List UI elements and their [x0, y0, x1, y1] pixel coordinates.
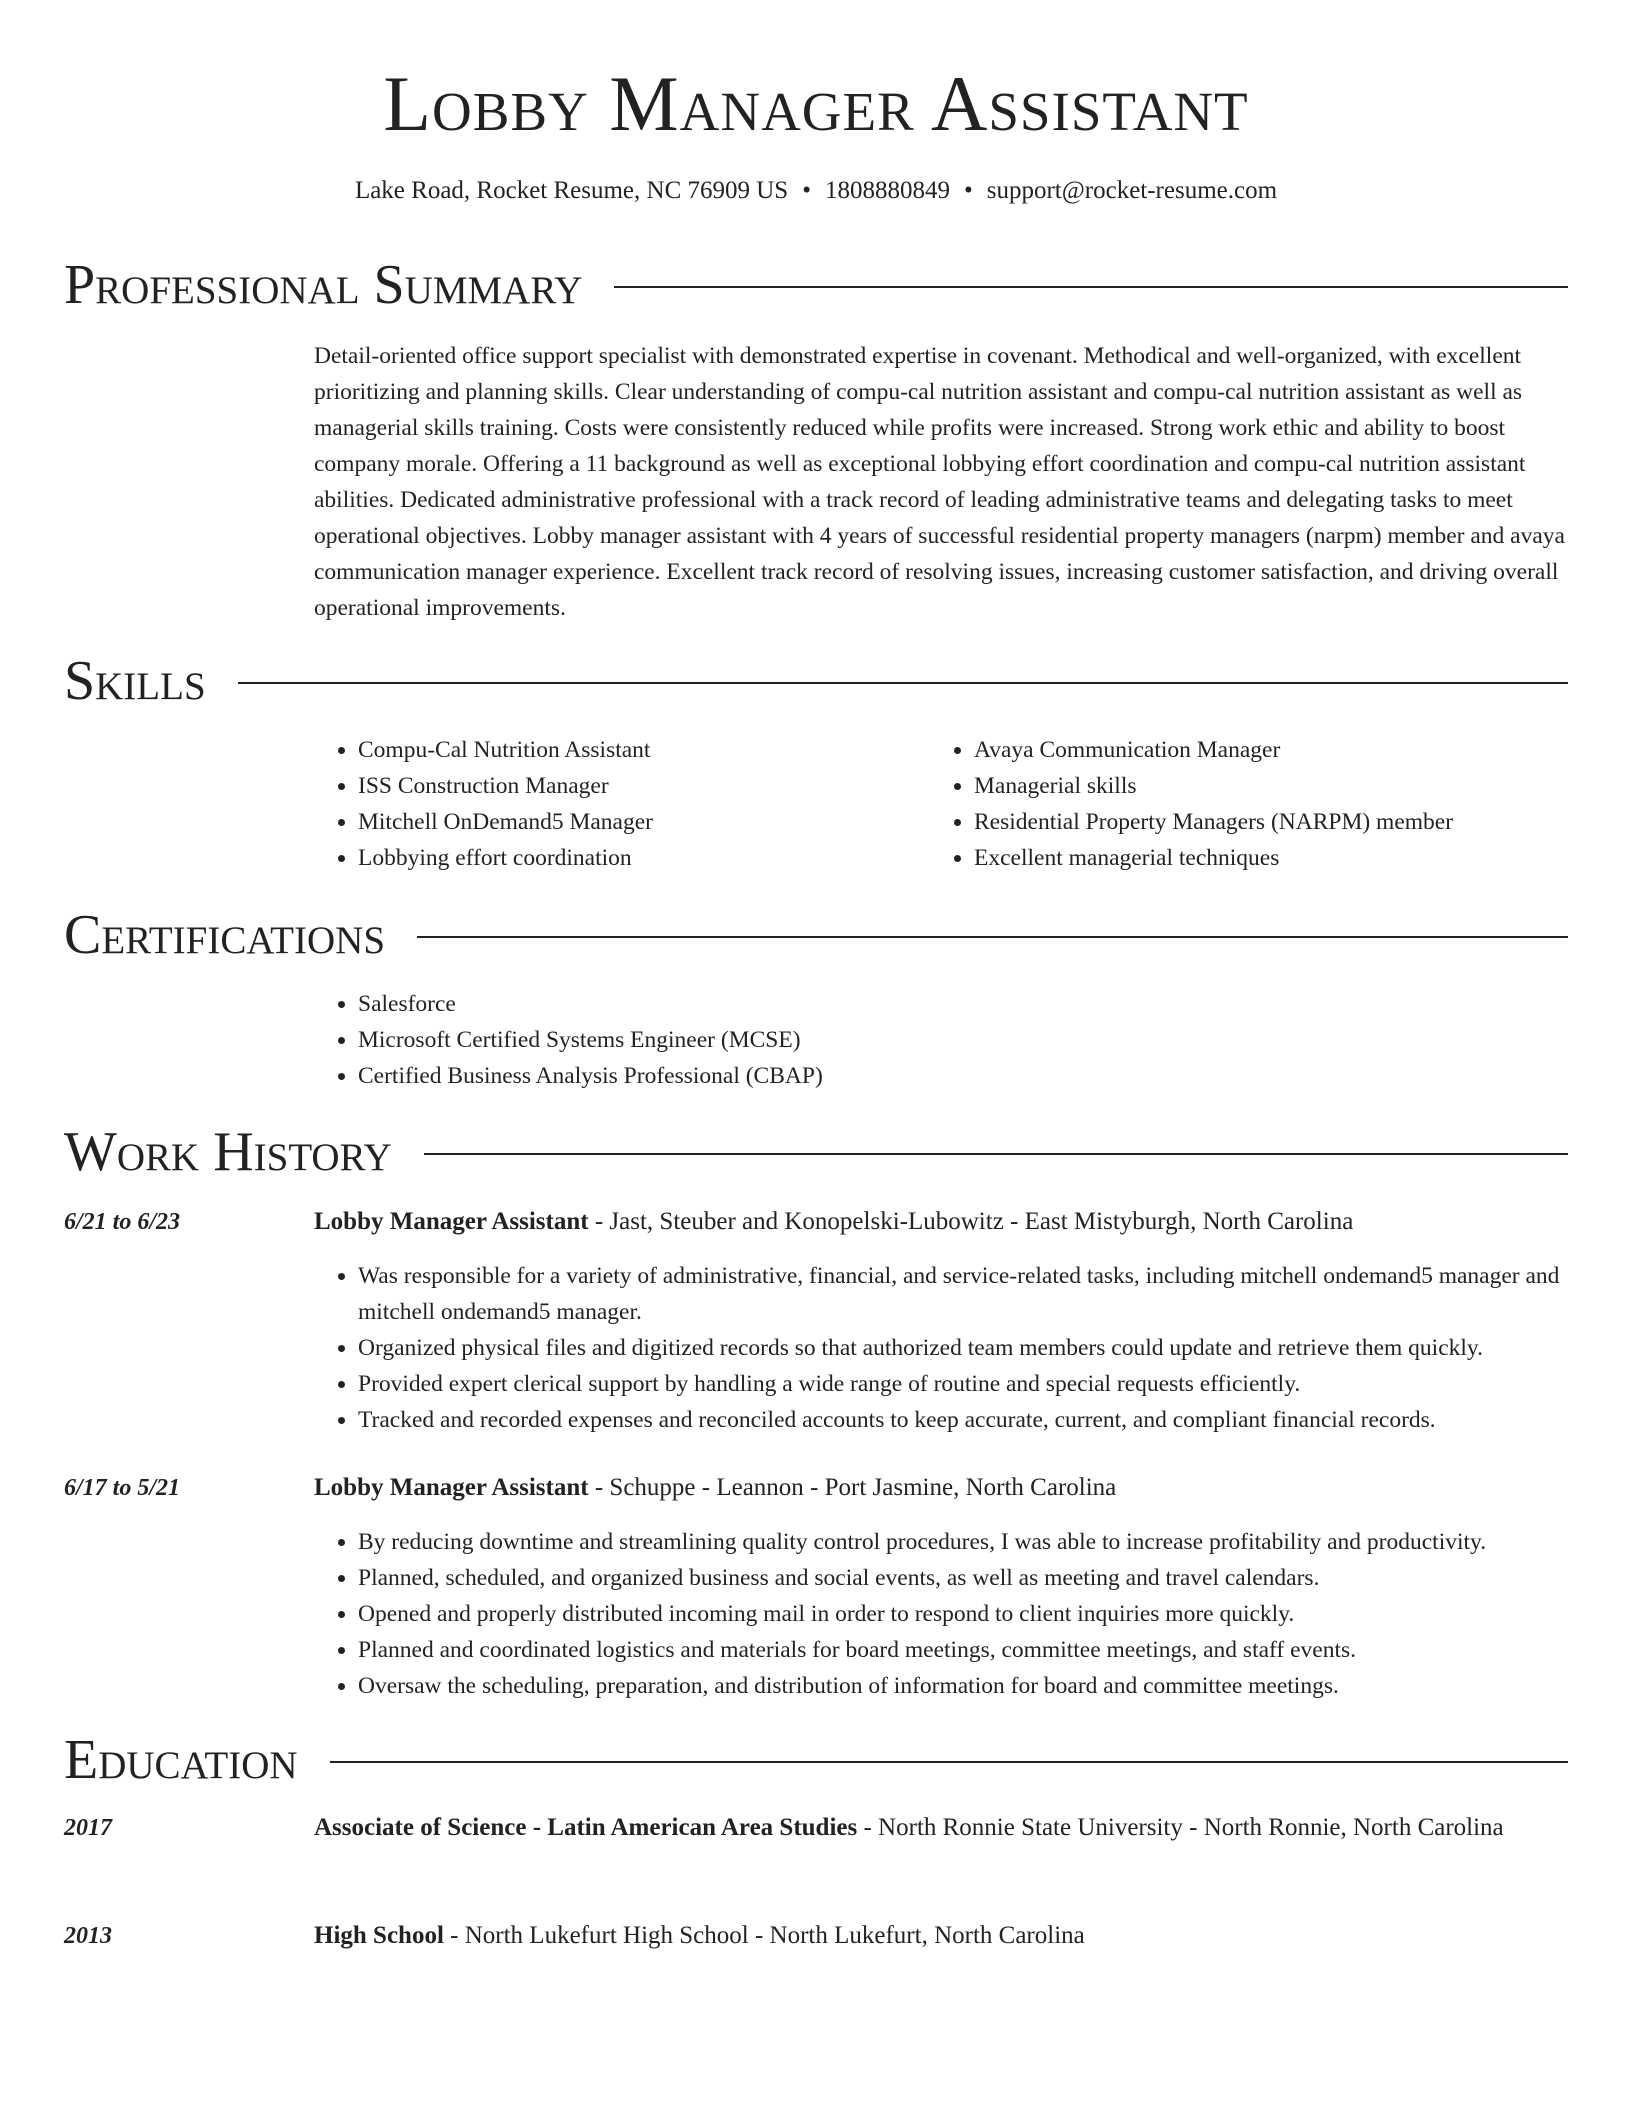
education-year: 2017 [64, 1815, 112, 1841]
job-details: - Schuppe - Leannon - Port Jasmine, North Carolina [588, 1474, 1117, 1501]
education-degree: High School [314, 1922, 444, 1949]
job-bullet: • By reducing downtime and streamlining quality control procedures, I was able to increase profitability and productivity. [358, 1524, 1576, 1560]
candidate-name: Lobby Manager Assistant [383, 60, 1249, 147]
education-year: 2013 [64, 1923, 112, 1949]
skill-item: • Excellent managerial techniques [974, 840, 1570, 876]
education-degree: Associate of Science - Latin American Area Studies [314, 1814, 858, 1841]
skill-item: • Avaya Communication Manager [974, 732, 1570, 768]
job-dates: 6/21 to 6/23 [64, 1209, 181, 1235]
section-professional-summary [64, 250, 1568, 320]
job-title: Lobby Manager Assistant [314, 1474, 589, 1501]
job-bullet: • Oversaw the scheduling, preparation, and distribution of information for board and committee meetings. [358, 1668, 1576, 1704]
section-divider [417, 936, 1568, 938]
job-bullet: • Tracked and recorded expenses and reconciled accounts to keep accurate, current, and compliant financial records. [358, 1402, 1576, 1438]
job-bullet: • Was responsible for a variety of administrative, financial, and service-related tasks, including mitchell ondemand5 manager and mitchell ondemand5 manager. [358, 1258, 1576, 1330]
skills-column-right [930, 732, 1570, 876]
job-bullet: • Organized physical files and digitized records so that authorized team members could update and retrieve them quickly. [358, 1330, 1576, 1366]
skill-item: • Lobbying effort coordination [358, 840, 914, 876]
job-details: - Jast, Steuber and Konopelski-Lubowitz - East Mistyburgh, North Carolina [588, 1208, 1354, 1235]
education-entry [314, 1916, 1572, 1956]
certification-item: • Certified Business Analysis Professional (CBAP) [358, 1058, 1514, 1094]
certifications-list [314, 986, 1514, 1094]
section-title: Education [64, 1729, 298, 1791]
section-certifications [64, 900, 1568, 970]
job-bullet: • Planned, scheduled, and organized business and social events, as well as meeting and travel calendars. [358, 1560, 1576, 1596]
certification-item: • Salesforce [358, 986, 1514, 1022]
education-entry [314, 1808, 1572, 1848]
skills-column-left [314, 732, 914, 876]
contact-line [0, 176, 1632, 206]
skill-item: • Compu-Cal Nutrition Assistant [358, 732, 914, 768]
education-details: - North Lukefurt High School - North Lukefurt, North Carolina [443, 1922, 1085, 1949]
job-bullet: • Planned and coordinated logistics and materials for board meetings, committee meetings, and staff events. [358, 1632, 1576, 1668]
skill-item: • Managerial skills [974, 768, 1570, 804]
section-title: Skills [64, 650, 206, 712]
skill-item: • ISS Construction Manager [358, 768, 914, 804]
section-work-history [64, 1117, 1568, 1187]
skill-item: • Mitchell OnDemand5 Manager [358, 804, 914, 840]
job-bullet: • Provided expert clerical support by handling a wide range of routine and special requests efficiently. [358, 1366, 1576, 1402]
contact-separator: • [963, 177, 973, 204]
section-divider [330, 1761, 1568, 1763]
summary-text: Detail-oriented office support specialist with demonstrated expertise in covenant. Methodical and well-organized, with excellent prioritizing and planning skills. Clear understanding of compu-cal nutrition assistant and compu-cal nutrition assistant as well as managerial skills training. Costs were consistently reduced while profits were increased. Strong work ethic and ability to boost company morale. Offering a 11 background as well as exceptional lobbying effort coordination and compu-cal nutrition assistant abilities. Dedicated administrative professional with a track record of leading administrative teams and delegating tasks to meet operational objectives. Lobby manager assistant with 4 years of successful residential property managers (narpm) member and avaya communication manager experience. Excellent track record of resolving issues, increasing customer satisfaction, and driving overall operational improvements. [314, 343, 1565, 621]
job-bullet: • Opened and properly distributed incoming mail in order to respond to client inquiries more quickly. [358, 1596, 1576, 1632]
section-divider [238, 682, 1568, 684]
job-heading [314, 1202, 1572, 1242]
contact-separator: • [802, 177, 811, 204]
contact-address: Lake Road, Rocket Resume, NC 76909 US [354, 177, 789, 204]
contact-email: support@rocket-resume.com [986, 177, 1278, 204]
section-divider [424, 1153, 1568, 1155]
education-details: - North Ronnie State University - North Ronnie, North Carolina [857, 1814, 1504, 1841]
section-title: Certifications [64, 904, 386, 966]
contact-phone: 1808880849 [824, 177, 950, 204]
job-dates: 6/17 to 5/21 [64, 1475, 181, 1501]
job-bullets [314, 1258, 1576, 1438]
certification-item: • Microsoft Certified Systems Engineer (MCSE) [358, 1022, 1514, 1058]
section-divider [614, 286, 1568, 288]
section-title: Professional Summary [64, 254, 583, 316]
skill-item: • Residential Property Managers (NARPM) member [974, 804, 1570, 840]
section-title: Work History [64, 1121, 392, 1183]
job-bullets [314, 1524, 1576, 1704]
job-heading [314, 1468, 1572, 1508]
section-skills [64, 646, 1568, 716]
section-education [64, 1725, 1568, 1795]
job-title: Lobby Manager Assistant [314, 1208, 589, 1235]
